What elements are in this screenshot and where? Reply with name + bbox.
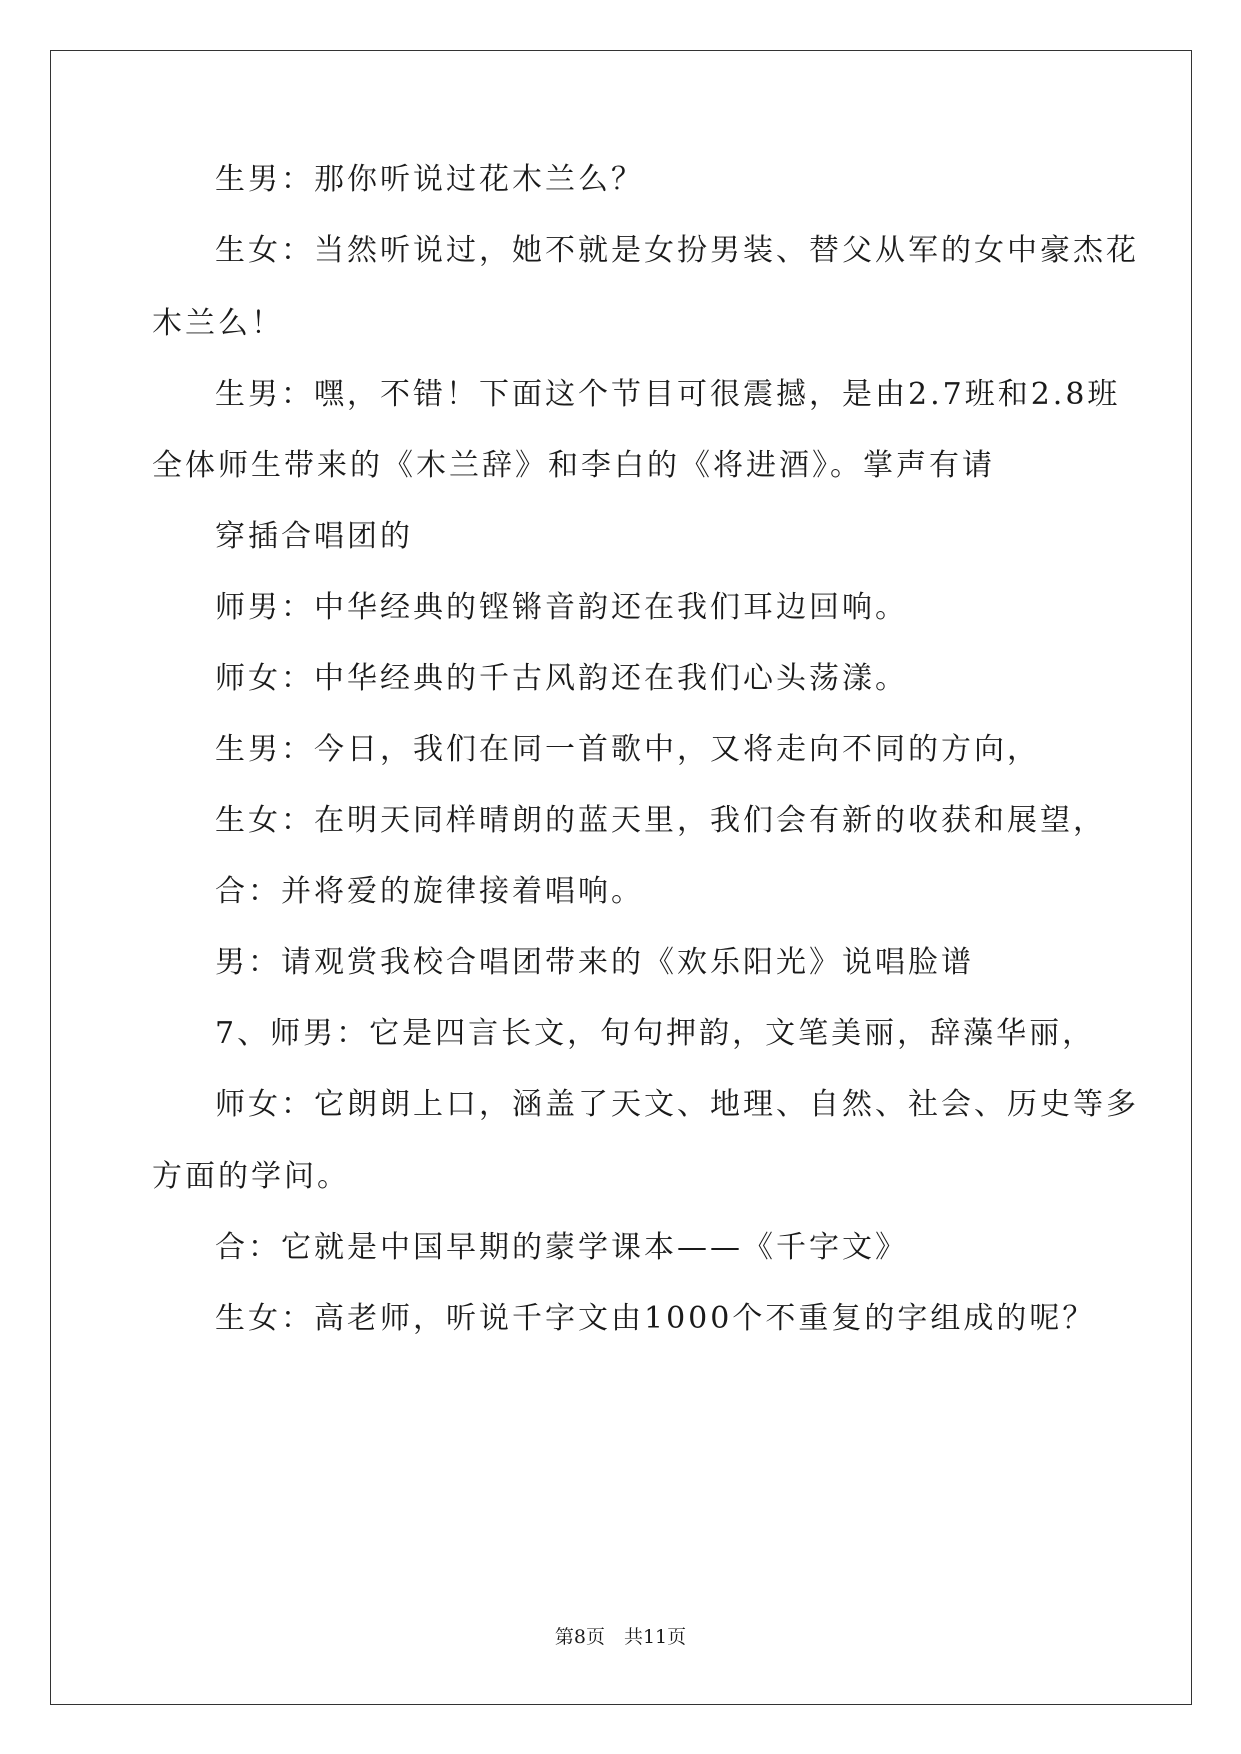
paragraph-line: 生女：当然听说过，她不就是女扮男装、替父从军的女中豪杰花 [215, 233, 1139, 268]
paragraph-line: 合：它就是中国早期的蒙学课本——《千字文》 [215, 1230, 908, 1265]
paragraph-line: 合：并将爱的旋律接着唱响。 [215, 874, 644, 909]
paragraph-line: 全体师生带来的《木兰辞》和李白的《将进酒》。掌声有请 [152, 448, 995, 483]
paragraph-line: 师男：中华经典的铿锵音韵还在我们耳边回响。 [215, 590, 908, 625]
paragraph-line: 男：请观赏我校合唱团带来的《欢乐阳光》说唱脸谱 [215, 945, 974, 980]
paragraph-line: 7、师男：它是四言长文，句句押韵，文笔美丽，辞藻华丽， [215, 1016, 1096, 1051]
paragraph-line: 木兰么！ [152, 306, 284, 341]
paragraph-line: 生男：今日，我们在同一首歌中，又将走向不同的方向， [215, 732, 1040, 767]
paragraph-line: 生男：那你听说过花木兰么？ [215, 162, 644, 197]
paragraph-line: 师女：它朗朗上口，涵盖了天文、地理、自然、社会、历史等多 [215, 1087, 1139, 1122]
page-number-footer: 第8页 共11页 [554, 1626, 687, 1648]
paragraph-line: 穿插合唱团的 [215, 519, 413, 554]
paragraph-line: 师女：中华经典的千古风韵还在我们心头荡漾。 [215, 661, 908, 696]
paragraph-line: 生男：嘿，不错！下面这个节目可很震撼，是由2.7班和2.8班 [215, 377, 1121, 412]
paragraph-line: 生女：在明天同样晴朗的蓝天里，我们会有新的收获和展望， [215, 803, 1106, 838]
paragraph-line: 方面的学问。 [152, 1159, 350, 1194]
paragraph-line: 生女：高老师，听说千字文由1000个不重复的字组成的呢？ [215, 1301, 1096, 1336]
